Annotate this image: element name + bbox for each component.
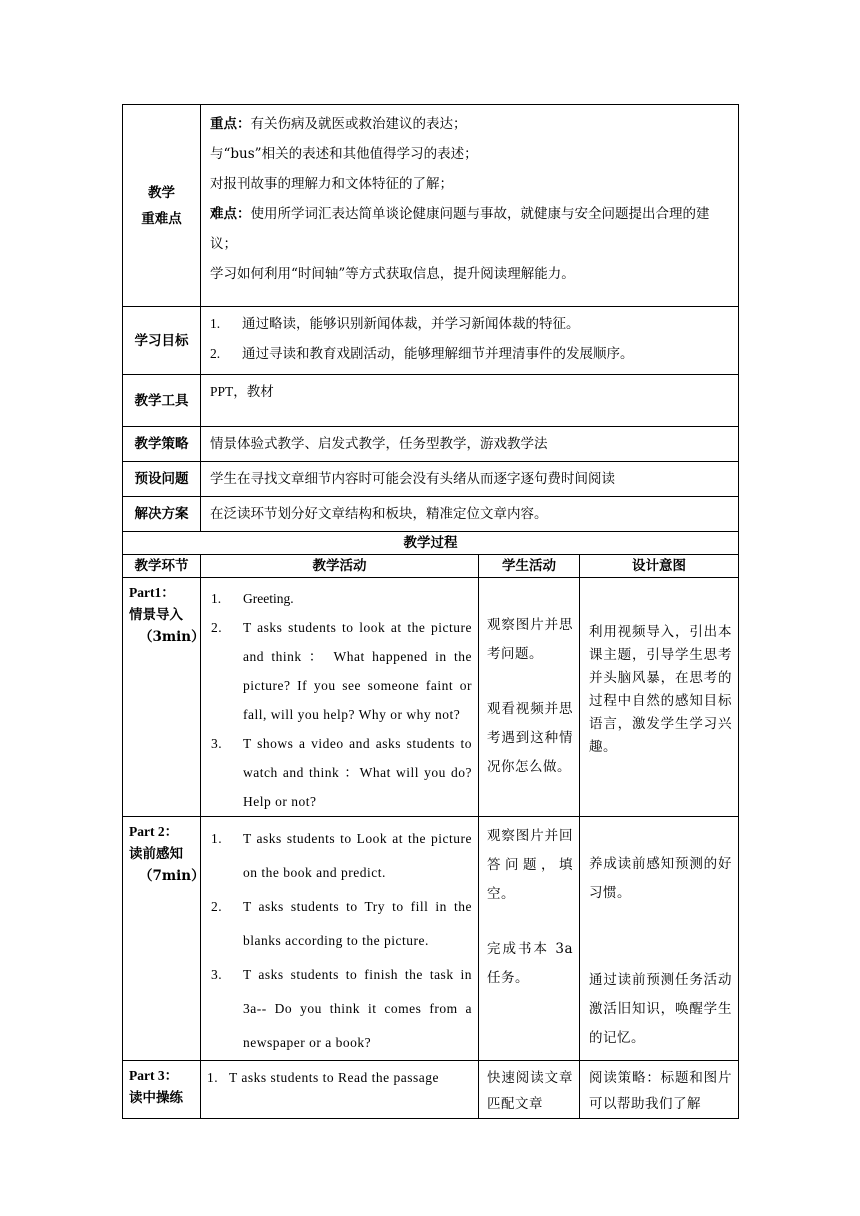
part2-sub: 读前感知 (129, 846, 183, 862)
part1-name: Part1： (129, 585, 175, 600)
part3-stage (123, 1061, 201, 1119)
strategy-label: 教学策略 (123, 427, 201, 462)
header-teacher-activity: 教学活动 (201, 555, 479, 578)
activity-item (211, 958, 472, 1060)
activity-num: 2. (211, 620, 223, 635)
solution-label: 解决方案 (123, 497, 201, 532)
part2-stage (123, 817, 205, 1061)
design-intent-text: 阅读策略：标题和图片可以帮助我们了解 (589, 1070, 732, 1112)
zhongdian-line (210, 109, 730, 139)
process-title: 教学过程 (123, 532, 739, 555)
part2-student (479, 817, 580, 1061)
objective-item (210, 339, 730, 369)
part2-activities (201, 817, 479, 1061)
part1-intent (580, 578, 739, 817)
activity-text: T asks students to look at the picture and think ： What happened in the picture? If you see someone faint or fall, will you help? Why or why not? (243, 620, 472, 722)
nandian-line (210, 199, 730, 259)
part2-name: Part 2： (129, 824, 179, 839)
objective-num: 1. (210, 316, 221, 331)
objective-text: 通过略读，能够识别新闻体裁，并学习新闻体裁的特征。 (242, 316, 580, 332)
objective-num: 2. (210, 346, 221, 361)
design-intent-text: 利用视频导入，引出本课主题，引导学生思考并头脑风暴，在思考的过程中自然的感知目标语言，激发学生学习兴趣。 (589, 624, 732, 755)
activity-item (211, 822, 472, 890)
tools-text: PPT，教材 (201, 375, 739, 427)
problem-label: 预设问题 (123, 462, 201, 497)
activity-text: Greeting. (243, 591, 294, 606)
tools-label: 教学工具 (123, 375, 201, 427)
part3-activities (201, 1061, 479, 1119)
zhongdian-text: 有关伤病及就医或救治建议的表达； (250, 116, 467, 132)
part2-time: （7min） (139, 868, 205, 884)
zhongdian-label: 重点： (210, 116, 251, 132)
header-student-activity: 学生活动 (479, 555, 580, 578)
activity-num: 2. (211, 899, 223, 914)
activity-num: 1. (211, 831, 223, 846)
activity-num: 3. (211, 736, 223, 751)
activity-text: T asks students to Try to fill in the blanks according to the picture. (243, 899, 472, 948)
objective-text: 通过寻读和教育戏剧活动，能够理解细节并理清事件的发展顺序。 (242, 346, 634, 362)
part3-sub: 读中操练 (129, 1090, 183, 1106)
design-intent-text: 通过读前预测任务活动激活旧知识，唤醒学生的记忆。 (589, 972, 732, 1046)
part3-name: Part 3： (129, 1068, 179, 1083)
activity-num: 3. (211, 967, 223, 982)
part2-intent (580, 817, 739, 1061)
activity-num: 1. (211, 591, 222, 606)
part1-activity-list (211, 584, 472, 816)
key-points-row (123, 105, 739, 307)
part1-row (123, 578, 739, 817)
part1-activities (201, 578, 479, 817)
part2-activity-list (211, 822, 472, 1060)
activity-item (211, 729, 472, 816)
objectives-list (210, 309, 730, 369)
strategy-text: 情景体验式教学、启发式教学，任务型教学，游戏教学法 (201, 427, 739, 462)
activity-num: 1. (207, 1070, 219, 1085)
strategy-row (123, 427, 739, 462)
lesson-plan-table (122, 104, 739, 1119)
solution-text: 在泛读环节划分好文章结构和板块，精准定位文章内容。 (201, 497, 739, 532)
student-activity-text: 观察图片并回答问题，填空。 (487, 828, 573, 902)
process-header-row (123, 555, 739, 578)
key-points-content (201, 105, 739, 307)
part1-stage (123, 578, 205, 817)
key-line-3: 对报刊故事的理解力和文体特征的了解； (210, 176, 453, 192)
tools-row (123, 375, 739, 427)
part3-student (479, 1061, 580, 1119)
part1-sub: 情景导入 (129, 607, 183, 623)
student-activity-text: 完成书本 3a 任务。 (487, 941, 573, 986)
objective-item (210, 309, 730, 339)
activity-item (211, 890, 472, 958)
activity-text: T asks students to Read the passage (229, 1070, 439, 1085)
objectives-content (201, 307, 739, 375)
process-title-row (123, 532, 739, 555)
part1-student (479, 578, 580, 817)
solution-row (123, 497, 739, 532)
student-activity-text: 观察图片并思考问题。 (487, 617, 573, 662)
key-line-2: 与“bus”相关的表述和其他值得学习的表述； (210, 146, 478, 162)
student-activity-text: 快速阅读文章匹配文章 (487, 1070, 573, 1112)
problem-text: 学生在寻找文章细节内容时可能会没有头绪从而逐字逐句费时间阅读 (201, 462, 739, 497)
activity-item (207, 1065, 472, 1091)
key-points-label-text: 教学 重难点 (141, 184, 182, 227)
header-stage: 教学环节 (123, 555, 201, 578)
activity-text: T asks students to finish the task in 3a-- Do you think it comes from a newspaper or a book? (243, 967, 472, 1050)
nandian-text: 使用所学词汇表达简单谈论健康问题与事故，就健康与安全问题提出合理的建议； (210, 206, 710, 252)
activity-item (211, 584, 472, 613)
student-activity-text: 观看视频并思考遇到这种情况你怎么做。 (487, 701, 573, 775)
design-intent-text: 养成读前感知预测的好习惯。 (589, 856, 732, 901)
key-line-5: 学习如何利用“时间轴”等方式获取信息，提升阅读理解能力。 (210, 266, 575, 282)
part3-intent (580, 1061, 739, 1119)
part2-row (123, 817, 739, 1061)
activity-item (211, 613, 472, 729)
objectives-row (123, 307, 739, 375)
activity-text: T shows a video and asks students to watch and think ：What will you do? Help or not? (243, 736, 472, 809)
problem-row (123, 462, 739, 497)
objectives-label: 学习目标 (123, 307, 201, 375)
key-points-label (123, 105, 201, 307)
part1-time: （3min） (139, 629, 205, 645)
header-design-intent: 设计意图 (580, 555, 739, 578)
part3-activity-list (207, 1065, 472, 1091)
nandian-label: 难点： (210, 206, 251, 222)
activity-text: T asks students to Look at the picture on the book and predict. (243, 831, 472, 880)
part3-row (123, 1061, 739, 1119)
